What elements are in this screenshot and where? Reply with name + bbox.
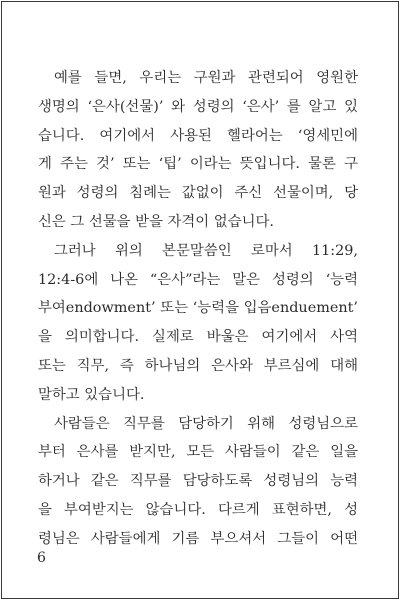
text-line: 부여endowment’ 또는 ‘능력을 입음enduement’: [38, 300, 358, 317]
page-frame: [1, 1, 399, 599]
text-line: 생명의 ‘은사(선물)’ 와 성령의 ‘은사’ 를 알고 있: [38, 98, 358, 115]
text-line: 습니다. 여기에서 사용된 헬라어는 ‘영세민에: [38, 127, 358, 144]
text-line: 예를 들면, 우리는 구원과 관련되어 영원한: [54, 70, 358, 86]
text-line: 을 의미합니다. 실제로 바울은 여기에서 사역: [38, 329, 358, 346]
text-line: 게 주는 것’ 또는 ‘팁’ 이라는 뜻입니다. 물론 구: [38, 156, 358, 173]
text-line: 부터 은사를 받지만, 모든 사람들이 같은 일을: [38, 444, 358, 461]
body-text: [38, 64, 358, 554]
text-line: 령님은 사람들에게 기름 부으셔서 그들이 어떤: [38, 530, 358, 547]
text-line: 원과 성령의 침례는 값없이 주신 선물이며, 당: [38, 185, 358, 202]
text-line: 그러나 위의 본문말씀인 로마서 11:29,: [54, 242, 358, 259]
text-line: 사람들은 직무를 담당하기 위해 성령님으로: [54, 415, 358, 432]
text-line: 하거나 같은 직무를 담당하도록 성령님의 능력: [38, 473, 358, 490]
page-number: 6: [37, 550, 46, 566]
text-line: 12:4-6에 나온 “은사”라는 말은 성령의 ‘능력: [38, 271, 358, 288]
text-line: 을 부여받지는 않습니다. 다르게 표현하면, 성: [38, 501, 358, 518]
text-line: 또는 직무, 즉 하나님의 은사와 부르심에 대해: [38, 357, 358, 374]
text-line: 신은 그 선물을 받을 자격이 없습니다.: [38, 213, 274, 230]
text-line: 말하고 있습니다.: [38, 386, 145, 403]
